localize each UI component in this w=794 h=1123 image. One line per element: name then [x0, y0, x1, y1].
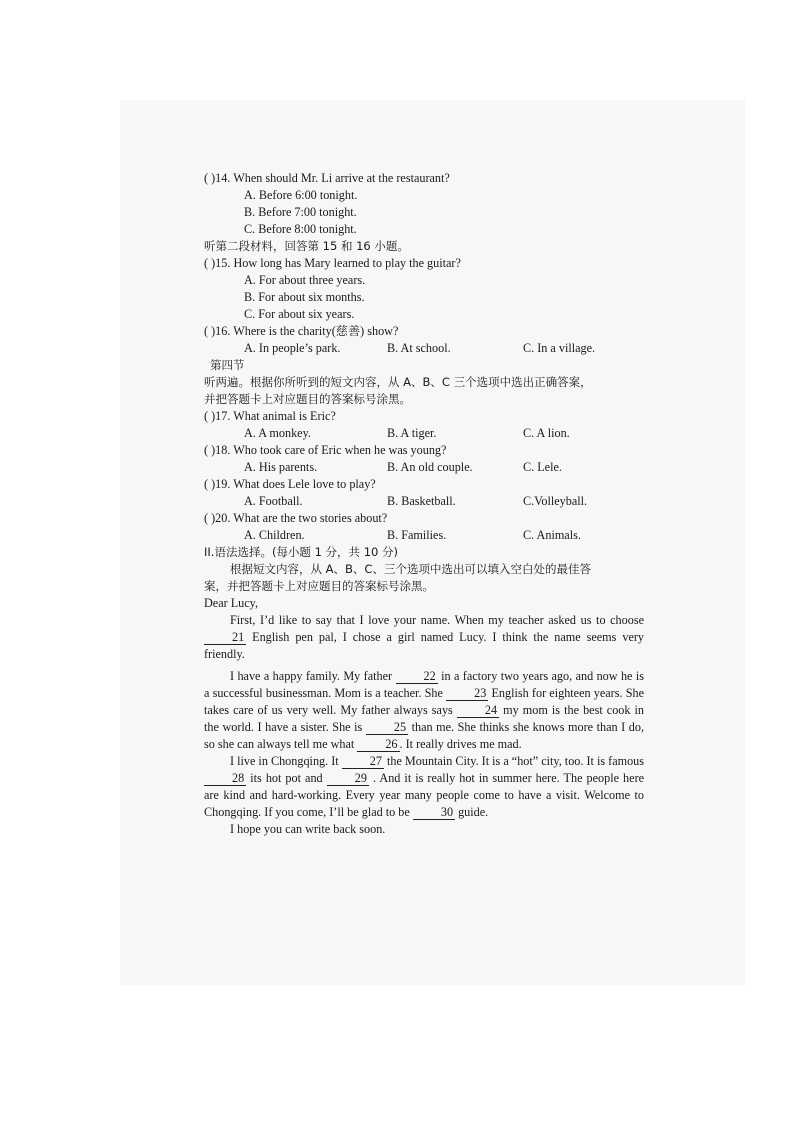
section4-instruction-2: 并把答题卡上对应题目的答案标号涂黑。 [204, 392, 411, 406]
option-b: B. Families. [387, 528, 447, 542]
options-row [204, 425, 644, 442]
question-number: 14. [215, 171, 231, 185]
option-c: C. For about six years. [244, 307, 355, 321]
blank-29: 29 [327, 772, 369, 786]
letter-paragraph-3 [204, 753, 644, 821]
part2-intro: 听第二段材料，回答第 15 和 16 小题。 [204, 239, 409, 253]
blank-23: 23 [446, 687, 488, 701]
question-14 [204, 170, 644, 187]
option-b: B. At school. [387, 341, 451, 355]
question-text: Where is the charity(慈善) show? [233, 324, 399, 338]
text: guide. [458, 805, 489, 819]
options-row [204, 527, 644, 544]
answer-paren: ( ) [204, 443, 216, 457]
grammar-instruction-2: 案，并把答题卡上对应题目的答案标号涂黑。 [204, 579, 434, 593]
blank-26: 26 [357, 738, 399, 752]
option-b: B. An old couple. [387, 460, 473, 474]
grammar-instruction-1: 根据短文内容，从 A、B、C、三个选项中选出可以填入空白处的最佳答 [230, 562, 591, 576]
question-number: 16. [215, 324, 231, 338]
question-20 [204, 510, 644, 527]
answer-paren: ( ) [204, 324, 216, 338]
question-text: When should Mr. Li arrive at the restaurant? [233, 171, 450, 185]
blank-24: 24 [457, 704, 499, 718]
text: the Mountain City. It is a “hot” city, too. It is famous [386, 754, 645, 768]
blank-27: 27 [342, 755, 384, 769]
answer-paren: ( ) [204, 511, 216, 525]
option-c: C. Animals. [523, 528, 581, 542]
options-row [204, 493, 644, 510]
options-row [204, 459, 644, 476]
question-text: What animal is Eric? [233, 409, 336, 423]
option-b: B. A tiger. [387, 426, 437, 440]
section4-instruction-1: 听两遍。根据你所听到的短文内容，从 A、B、C 三个选项中选出正确答案， [204, 375, 592, 389]
option-b: B. Before 7:00 tonight. [244, 205, 357, 219]
question-number: 18. [215, 443, 231, 457]
text: I live in Chongqing. It [230, 754, 339, 768]
question-text: What are the two stories about? [233, 511, 388, 525]
question-19 [204, 476, 644, 493]
text: English pen pal, I chose a girl named Lucy. I think the name seems very friendly. [204, 630, 645, 661]
question-number: 15. [215, 256, 231, 270]
option-a: A. A monkey. [244, 426, 311, 440]
grammar-section-title: II.语法选择。(每小题 1 分，共 10 分) [204, 545, 398, 559]
text: its hot pot and [250, 771, 323, 785]
question-number: 20. [215, 511, 231, 525]
letter-paragraph-1 [204, 612, 644, 663]
question-text: How long has Mary learned to play the guitar? [233, 256, 461, 270]
text: in a factory two years ago, and now he is a successful businessman. Mom is a teacher. She [204, 669, 644, 700]
answer-paren: ( ) [204, 409, 216, 423]
text: First, I’d like to say that I love your name. When my teacher asked us to choose [230, 613, 644, 627]
text: English for eighteen years. She takes care of us very well. My father always says [204, 686, 645, 717]
option-c: C. In a village. [523, 341, 596, 355]
option-c: C. A lion. [523, 426, 570, 440]
exam-page [204, 170, 644, 838]
letter-paragraph-4: I hope you can write back soon. [230, 822, 386, 836]
answer-paren: ( ) [204, 477, 216, 491]
question-18 [204, 442, 644, 459]
text: my mom is the best cook in the world. I have a sister. She is [204, 703, 645, 734]
text: I have a happy family. My father [230, 669, 393, 683]
blank-28: 28 [204, 772, 246, 786]
option-a: A. Children. [244, 528, 305, 542]
option-c: C.Volleyball. [523, 494, 588, 508]
option-a: A. Football. [244, 494, 303, 508]
option-a: A. Before 6:00 tonight. [244, 188, 358, 202]
question-number: 17. [215, 409, 231, 423]
letter-paragraph-2 [204, 668, 644, 753]
blank-25: 25 [366, 721, 408, 735]
blank-21: 21 [204, 631, 246, 645]
option-a: A. For about three years. [244, 273, 366, 287]
question-text: What does Lele love to play? [233, 477, 376, 491]
option-b: B. Basketball. [387, 494, 456, 508]
blank-30: 30 [413, 806, 455, 820]
question-17 [204, 408, 644, 425]
blank-22: 22 [396, 670, 438, 684]
question-number: 19. [215, 477, 231, 491]
text: . And it is really hot in summer here. The people here are kind and hard-working. Every year many people come to have a visit. Welcome to Chongqing. If you come, I’ll be glad to be [204, 771, 645, 819]
question-15 [204, 255, 644, 272]
answer-paren: ( ) [204, 256, 216, 270]
option-b: B. For about six months. [244, 290, 365, 304]
text: . It really drives me mad. [399, 737, 522, 751]
option-c: C. Before 8:00 tonight. [244, 222, 357, 236]
letter-greeting: Dear Lucy, [204, 596, 259, 610]
question-16 [204, 323, 644, 340]
option-a: A. In people’s park. [244, 341, 341, 355]
section4-title: 第四节 [210, 358, 245, 372]
answer-paren: ( ) [204, 171, 216, 185]
question-text: Who took care of Eric when he was young? [233, 443, 447, 457]
options-row [204, 340, 644, 357]
option-a: A. His parents. [244, 460, 318, 474]
option-c: C. Lele. [523, 460, 562, 474]
text: than me. She thinks she knows more than I do, so she can always tell me what [204, 720, 645, 751]
